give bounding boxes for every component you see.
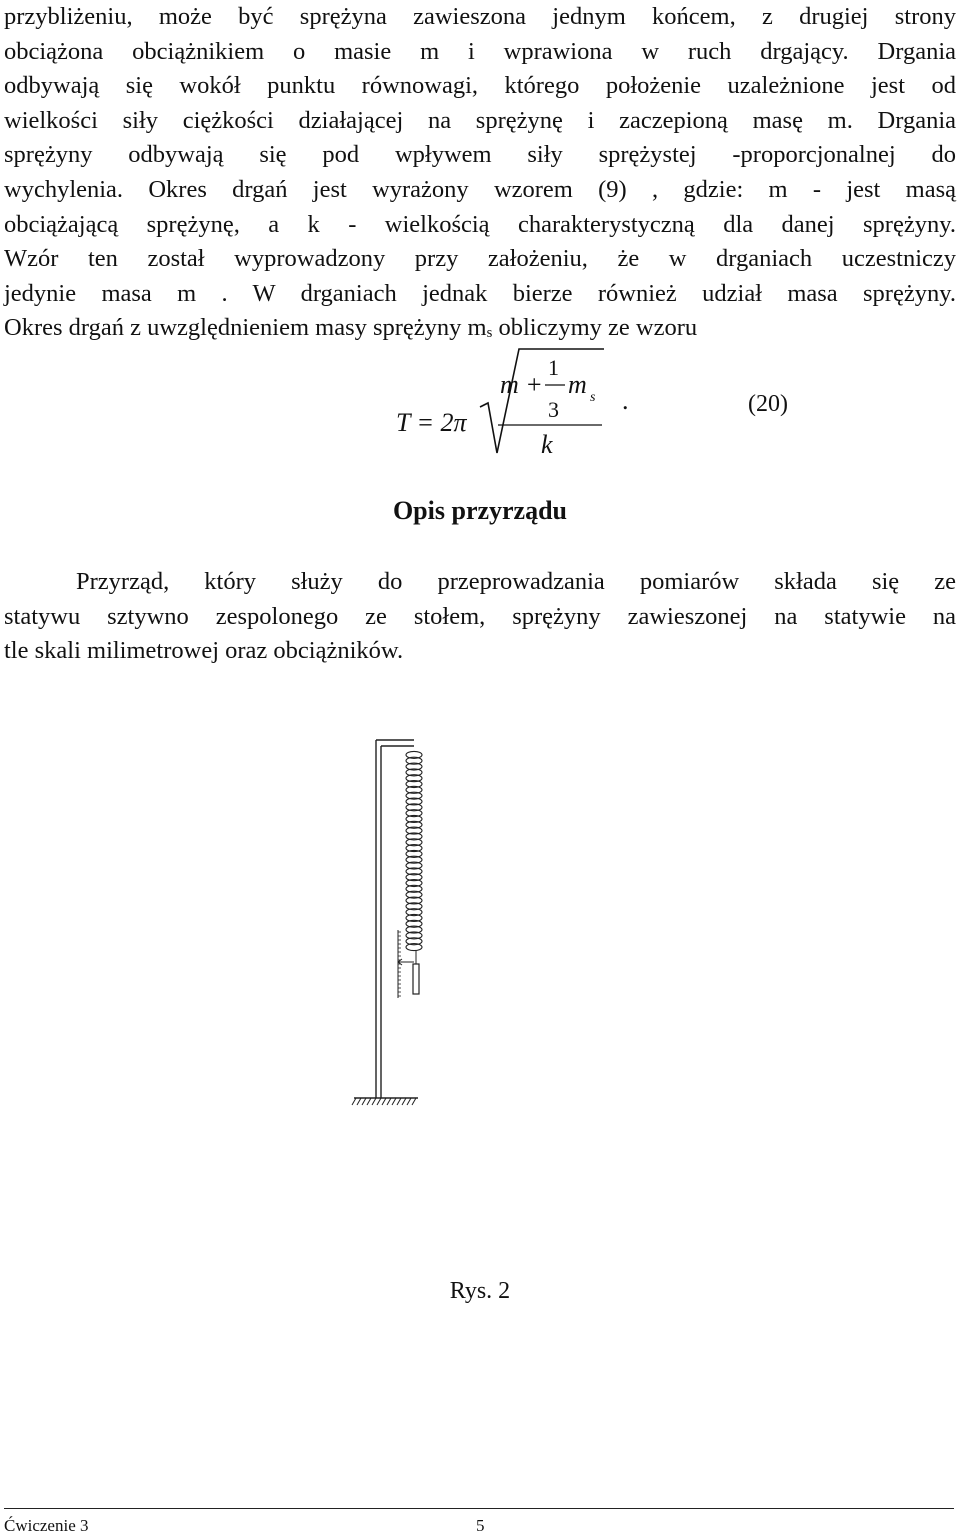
text-line: sprężyny odbywają się pod wpływem siły sprężystej -proporcjonalnej do	[4, 141, 956, 169]
spring-coil	[406, 751, 422, 950]
ground-hatching	[352, 1098, 416, 1105]
text-line-last: tle skali milimetrowej oraz obciążników.	[4, 637, 404, 665]
text-line: Wzór ten został wyprowadzony przy założeniu, że w drganiach uczestniczy	[4, 245, 956, 273]
figure-caption: Rys. 2	[449, 1278, 511, 1304]
text-line: wielkości siły ciężkości działającej na sprężynę i zaczepioną masę m. Drgania	[4, 106, 956, 134]
text-line: statywu sztywno zespolonego ze stołem, sprężyny zawieszonej na statywie na	[4, 602, 956, 630]
hatch-mark	[392, 1098, 396, 1105]
hatch-mark	[412, 1098, 416, 1105]
text-line: jedynie masa m . W drganiach jednak bierze również udział masa sprężyny.	[4, 279, 956, 307]
formula-number: (20)	[748, 391, 788, 417]
hatch-mark	[367, 1098, 371, 1105]
formula-lhs: T = 2π	[396, 408, 467, 437]
hatch-mark	[402, 1098, 406, 1105]
hatch-mark	[407, 1098, 411, 1105]
formula-period: .	[622, 386, 629, 415]
mass-block	[413, 964, 419, 994]
text-line: przybliżeniu, może być sprężyna zawieszona jednym końcem, z drugiej strony	[4, 3, 956, 30]
hatch-mark	[382, 1098, 386, 1105]
text-fragment: Okres drgań z uwzględnieniem masy sprężyny m	[4, 314, 487, 342]
subscript: s	[486, 325, 493, 342]
hatch-mark	[387, 1098, 391, 1105]
spring-apparatus-figure	[340, 730, 700, 1130]
text-line: wychylenia. Okres drgań jest wyrażony wzorem (9) , gdzie: m - jest masą	[4, 175, 956, 203]
formula-den: k	[541, 430, 553, 459]
hatch-mark	[397, 1098, 401, 1105]
footer-rule	[4, 1508, 954, 1509]
formula-ms-sub: s	[590, 390, 596, 405]
hatch-mark	[362, 1098, 366, 1105]
text-line	[4, 565, 956, 600]
body-paragraph-2	[4, 565, 956, 669]
hatch-mark	[352, 1098, 356, 1105]
hatch-mark	[372, 1098, 376, 1105]
hatch-mark	[377, 1098, 381, 1105]
formula-frac-den: 3	[548, 397, 559, 422]
text-fragment: obliczymy ze wzoru	[492, 314, 698, 342]
formula-frac-num: 1	[548, 355, 559, 380]
formula-ms: m	[568, 370, 587, 399]
text-line: odbywają się wokół punktu równowagi, którego położenie uzależnione jest od	[4, 72, 956, 100]
text-line: obciążającą sprężynę, a k - wielkością charakterystyczną dla danej sprężyny.	[4, 210, 956, 238]
formula-20	[0, 345, 960, 465]
body-paragraph-1	[4, 0, 956, 351]
footer-exercise-label: Ćwiczenie 3	[4, 1516, 89, 1535]
formula-num-m: m +	[500, 370, 543, 399]
text-line: obciążona obciążnikiem o masie m i wprawiona w ruch drgający. Drgania	[4, 37, 956, 65]
section-heading: Opis przyrządu	[392, 496, 568, 525]
hatch-mark	[357, 1098, 361, 1105]
footer-page-number: 5	[476, 1516, 485, 1535]
text-fragment: Przyrząd, który służy do przeprowadzania pomiarów składa się ze	[76, 568, 956, 595]
